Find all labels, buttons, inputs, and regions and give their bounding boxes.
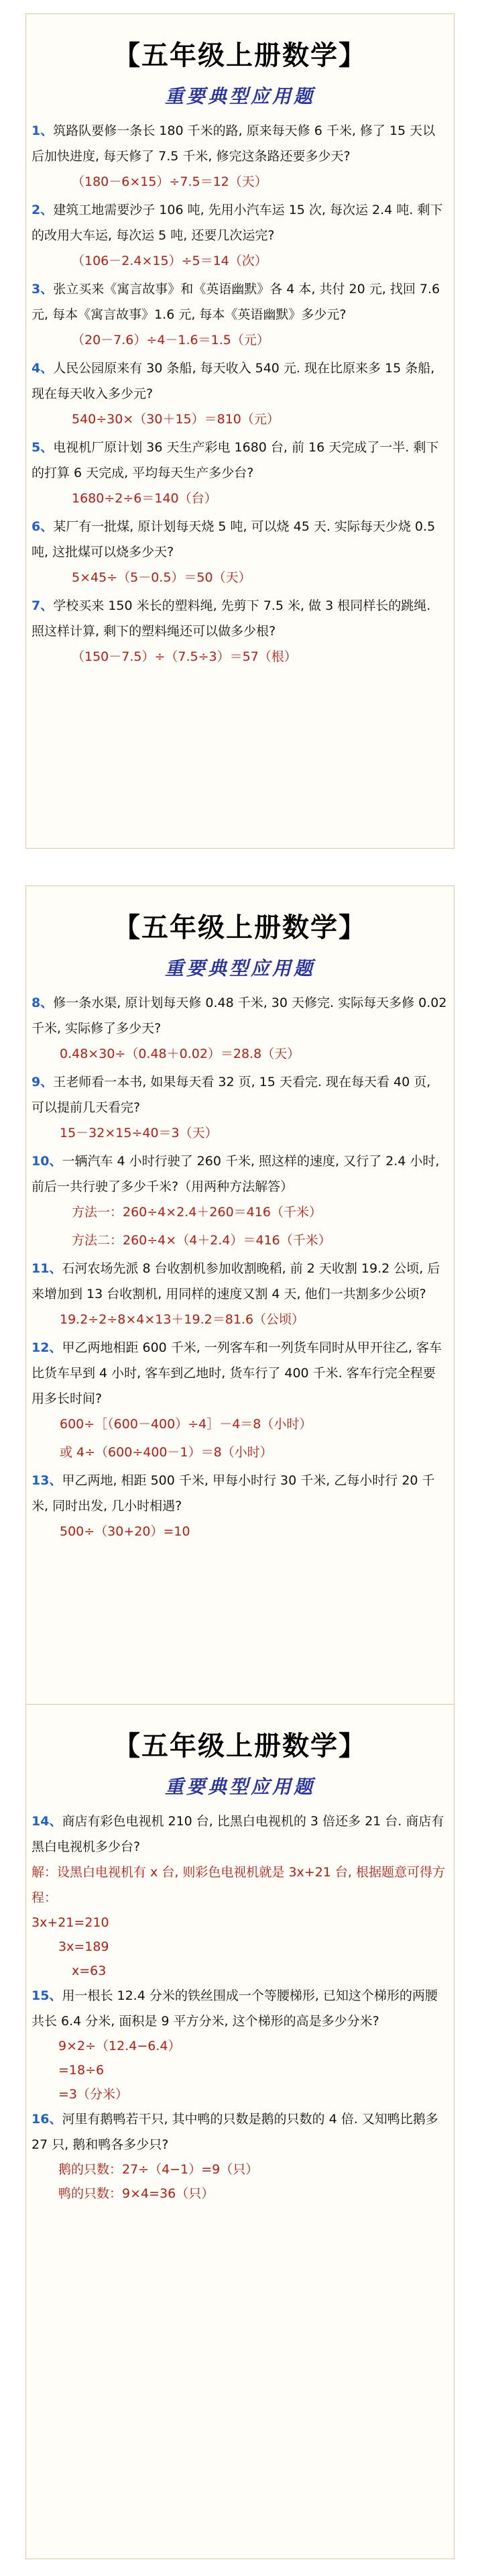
problem-3	[32, 276, 447, 327]
equation-14-1: 3x+21=210	[32, 1915, 109, 1930]
problem-list	[26, 118, 454, 669]
answer-13: 500÷（30+20）=10	[60, 1524, 190, 1539]
problem-2	[32, 197, 447, 248]
page-title: 【五年级上册数学】	[113, 1730, 367, 1762]
problem-text: 学校买来 150 米长的塑料绳, 先剪下 7.5 米, 做 3 根同样长的跳绳. 照这样计算, 剩下的塑料绳还可以做多少根?	[32, 598, 431, 639]
problem-9	[32, 1069, 447, 1120]
card-1	[25, 13, 455, 849]
problem-text: 建筑工地需要沙子 106 吨, 先用小汽车运 15 次, 每次运 2.4 吨. 剩下的改用大车运, 每次运 5 吨, 还要几次运完?	[32, 203, 443, 243]
answer-3: （20－7.6）÷4－1.6＝1.5（元）	[72, 333, 269, 347]
problem-1	[32, 118, 447, 169]
equation-14-3: x=63	[72, 1964, 107, 1978]
problem-11	[32, 1256, 447, 1307]
page-subtitle: 重要典型应用题	[164, 85, 315, 107]
problem-12	[32, 1335, 447, 1411]
problem-text: 甲乙两地相距 600 千米, 一列客车和一列货车同时从甲开往乙, 客车比货车早到 4 小时, 客车到乙地时, 货车行了 400 千米. 客车行完全程要用多长时间?	[32, 1340, 442, 1406]
answer-7: （150－7.5）÷（7.5÷3）＝57（根）	[72, 649, 297, 664]
problem-text: 人民公园原来有 30 条船, 每天收入 540 元. 现在比原来多 15 条船, 现在每天收入多少元?	[32, 361, 435, 401]
problem-list	[26, 1809, 454, 2206]
card-3	[25, 1704, 455, 2559]
answer-11: 19.2÷2÷8×4×13＋19.2＝81.6（公顷）	[60, 1312, 305, 1327]
problem-number: 5、	[32, 440, 54, 455]
problem-number: 10、	[32, 1154, 62, 1169]
problem-number: 11、	[32, 1261, 62, 1276]
problem-text: 王老师看一本书, 如果每天看 32 页, 15 天看完. 现在每天看 40 页, 可以提前几天看完?	[32, 1075, 431, 1115]
page-subtitle: 重要典型应用题	[164, 957, 315, 979]
problem-number: 16、	[32, 2112, 62, 2127]
problem-text: 甲乙两地, 相距 500 千米, 甲每小时行 30 千米, 乙每小时行 20 千米, 同时出发, 几小时相遇?	[32, 1473, 435, 1513]
problem-text: 一辆汽车 4 小时行驶了 260 千米, 照这样的速度, 又行了 2.4 小时, 前后一共行驶了多少千米?（用两种方法解答）	[32, 1154, 440, 1194]
problem-list	[26, 990, 454, 1544]
equation-16-2: 鸭的只数：9×4=36（只）	[58, 2186, 215, 2201]
answer-8: 0.48×30÷（0.48＋0.02）＝28.8（天）	[60, 1046, 300, 1061]
equation-16-1: 鹅的只数：27÷（4−1）=9（只）	[58, 2162, 259, 2177]
page-title: 【五年级上册数学】	[113, 912, 367, 943]
problem-text: 电视机厂原计划 36 天生产彩电 1680 台, 前 16 天完成了一半. 剩下的打算 6 天完成, 平均每天生产多少台?	[32, 440, 439, 480]
problem-text: 用一根长 12.4 分米的铁丝围成一个等腰梯形, 已知这个梯形的两腰共长 6.4 分米, 面积是 9 平方分米, 这个梯形的高是多少分米?	[32, 1988, 438, 2029]
answer-10-method-2: 方法二：260÷4×（4＋2.4）＝416（千米）	[72, 1233, 331, 1248]
problem-text: 筑路队要修一条长 180 千米的路, 原来每天修 6 千米, 修了 15 天以后加快进度, 每天修了 7.5 千米, 修完这条路还要多少天?	[32, 123, 436, 164]
problem-text: 河里有鹅鸭若干只, 其中鸭的只数是鹅的只数的 4 倍. 又知鸭比鹅多 27 只, 鹅和鸭各多少只?	[32, 2112, 438, 2152]
problem-text: 张立买来《寓言故事》和《英语幽默》各 4 本, 共付 20 元, 找回 7.6 元, 每本《寓言故事》1.6 元, 每本《英语幽默》多少元?	[32, 282, 440, 322]
answer-1: （180－6×15）÷7.5＝12（天）	[72, 174, 267, 189]
problem-10	[32, 1148, 447, 1199]
problem-number: 1、	[32, 123, 54, 138]
problem-number: 13、	[32, 1473, 62, 1488]
answer-5: 1680÷2÷6＝140（台）	[72, 491, 217, 506]
problem-8	[32, 990, 447, 1041]
problem-number: 6、	[32, 519, 54, 534]
problem-number: 12、	[32, 1340, 62, 1355]
problem-number: 2、	[32, 203, 54, 217]
answer-12-b: 或 4÷（600÷400－1）＝8（小时）	[60, 1445, 273, 1460]
page-subtitle: 重要典型应用题	[164, 1776, 315, 1798]
problem-number: 7、	[32, 598, 54, 613]
page-title: 【五年级上册数学】	[113, 40, 367, 71]
problem-15	[32, 1983, 447, 2034]
answer-6: 5×45÷（5－0.5）＝50（天）	[72, 570, 251, 585]
card-2	[25, 885, 455, 1761]
problem-number: 4、	[32, 361, 54, 376]
answer-2: （106－2.4×15）÷5＝14（次）	[72, 254, 267, 268]
equation-15-2: =18÷6	[58, 2063, 105, 2078]
equation-15-1: 9×2÷（12.4−6.4）	[58, 2039, 181, 2053]
problem-text: 修一条水渠, 原计划每天修 0.48 千米, 30 天修完. 实际每天多修 0.02 千米, 实际修了多少天?	[32, 996, 447, 1036]
problem-number: 3、	[32, 282, 54, 297]
problem-4	[32, 356, 447, 407]
problem-13	[32, 1468, 447, 1519]
equation-14-2: 3x=189	[58, 1939, 109, 1954]
problem-text: 石河农场先派 8 台收割机参加收割晚稻, 前 2 天收割 19.2 公顷, 后来增加到 13 台收割机, 用同样的速度又割 4 天, 他们一共割多少公顷?	[32, 1261, 440, 1301]
answer-12-a: 600÷［（600－400）÷4］－4＝8（小时）	[60, 1417, 312, 1432]
problem-number: 14、	[32, 1814, 62, 1829]
equation-15-3: =3（分米）	[58, 2087, 129, 2102]
answer-10-method-1: 方法一：260÷4×2.4＋260＝416（千米）	[72, 1205, 322, 1220]
problem-5	[32, 435, 447, 486]
problem-16	[32, 2106, 447, 2157]
answer-4: 540÷30×（30＋15）＝810（元）	[72, 412, 280, 427]
problem-number: 9、	[32, 1075, 54, 1089]
problem-text: 商店有彩色电视机 210 台, 比黑白电视机的 3 倍还多 21 台. 商店有黑白电视机多少台?	[32, 1814, 444, 1854]
problem-7	[32, 593, 447, 644]
answer-9: 15－32×15÷40＝3（天）	[60, 1126, 218, 1140]
problem-6	[32, 514, 447, 565]
problem-number: 8、	[32, 996, 54, 1010]
problem-text: 某厂有一批煤, 原计划每天烧 5 吨, 可以烧 45 天. 实际每天少烧 0.5 吨, 这批煤可以烧多少天?	[32, 519, 436, 559]
problem-number: 15、	[32, 1988, 62, 2003]
solution-14: 解：设黑白电视机有 x 台, 则彩色电视机就是 3x+21 台, 根据题意可得方程：	[32, 1865, 445, 1905]
problem-14	[32, 1809, 447, 1860]
